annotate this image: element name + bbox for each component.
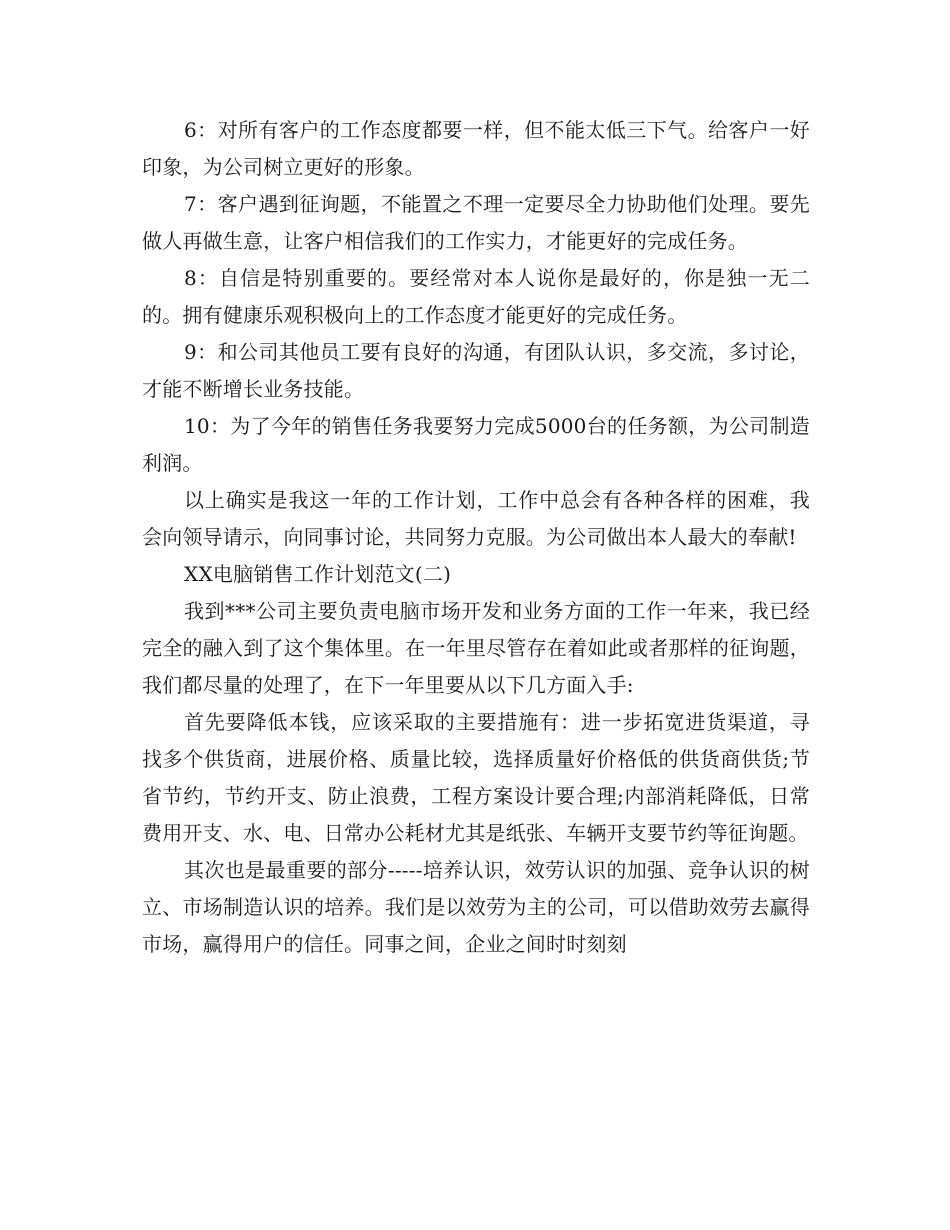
- paragraph-item-8: 8：自信是特别重要的。要经常对本人说你是最好的，你是独一无二的。拥有健康乐观积极向上的工作态度才能更好的完成任务。: [142, 266, 810, 327]
- paragraph-item-6: 6：对所有客户的工作态度都要一样，但不能太低三下气。给客户一好印象，为公司树立更好的形象。: [142, 118, 810, 179]
- paragraph-item-10: 10：为了今年的销售任务我要努力完成5000台的任务额，为公司制造利润。: [142, 414, 810, 475]
- paragraph-intro: 我到***公司主要负责电脑市场开发和业务方面的工作一年来，我已经完全的融入到了这个集体里。在一年里尽管存在着如此或者那样的征询题，我们都尽量的处理了，在下一年里要从以下几方面入手:: [142, 599, 810, 697]
- paragraph-conclusion: 以上确实是我这一年的工作计划，工作中总会有各种各样的困难，我会向领导请示，向同事讨论，共同努力克服。为公司做出本人最大的奉献!: [142, 488, 810, 549]
- paragraph-item-9: 9：和公司其他员工要有良好的沟通，有团队认识，多交流，多讨论，才能不断增长业务技能。: [142, 340, 810, 401]
- document-page: [142, 112, 810, 963]
- paragraph-cost-reduction: 首先要降低本钱，应该采取的主要措施有：进一步拓宽进货渠道，寻找多个供货商，进展价格、质量比较，选择质量好价格低的供货商供货;节省节约，节约开支、防止浪费，工程方案设计要合理;内部消耗降低，日常费用开支、水、电、日常办公耗材尤其是纸张、车辆开支要节约等征询题。: [142, 710, 810, 845]
- section-heading: XX电脑销售工作计划范文(二): [184, 562, 452, 586]
- paragraph-item-7: 7：客户遇到征询题，不能置之不理一定要尽全力协助他们处理。要先做人再做生意，让客户相信我们的工作实力，才能更好的完成任务。: [142, 192, 810, 253]
- paragraph-service-awareness: 其次也是最重要的部分-----培养认识，效劳认识的加强、竞争认识的树立、市场制造认识的培养。我们是以效劳为主的公司，可以借助效劳去赢得市场，赢得用户的信任。同事之间，企业之间时时刻刻: [142, 858, 810, 956]
